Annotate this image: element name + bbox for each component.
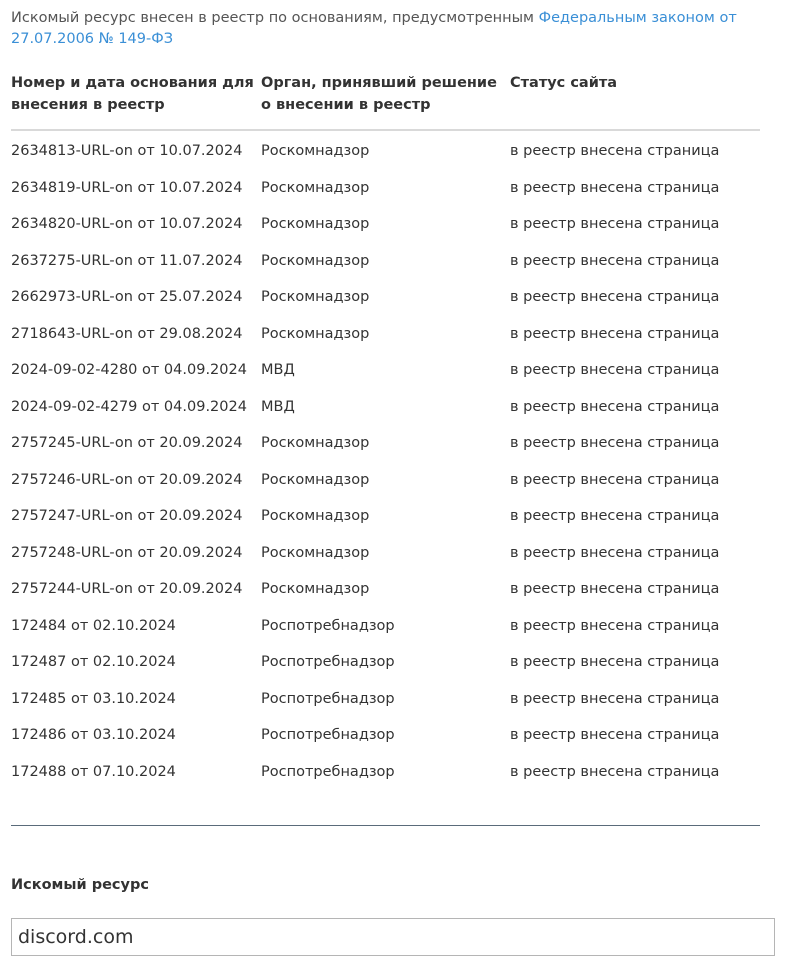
cell-status: в реестр внесена страница (510, 143, 720, 160)
cell-basis: 172485 от 03.10.2024 (11, 690, 176, 707)
resource-label: Искомый ресурс (11, 877, 149, 893)
table-row (11, 644, 760, 681)
cell-authority: Роспотребнадзор (261, 654, 395, 671)
cell-basis: 172486 от 03.10.2024 (11, 727, 176, 744)
cell-status: в реестр внесена страница (510, 398, 720, 415)
table-row (11, 535, 760, 572)
cell-basis: 172487 от 02.10.2024 (11, 654, 176, 671)
cell-status: в реестр внесена страница (510, 544, 720, 561)
column-header-basis: Номер и дата основания для внесения в реестр (11, 72, 261, 130)
cell-status: в реестр внесена страница (510, 435, 720, 452)
cell-status: в реестр внесена страница (510, 216, 720, 233)
cell-basis: 2634820-URL-on от 10.07.2024 (11, 216, 243, 233)
table-row (11, 352, 760, 389)
federal-law-link[interactable]: Федеральным законом от 27.07.2006 № 149-ФЗ (11, 10, 737, 47)
cell-status: в реестр внесена страница (510, 289, 720, 306)
cell-status: в реестр внесена страница (510, 763, 720, 780)
table-row (11, 571, 760, 608)
table-header-row (11, 72, 760, 130)
cell-status: в реестр внесена страница (510, 581, 720, 598)
registry-rows (11, 130, 760, 790)
cell-authority: Роскомнадзор (261, 508, 370, 525)
table-row (11, 389, 760, 426)
cell-status: в реестр внесена страница (510, 179, 720, 196)
cell-status: в реестр внесена страница (510, 654, 720, 671)
table-row (11, 462, 760, 499)
table-row (11, 498, 760, 535)
column-header-authority: Орган, принявший решение о внесении в реестр (261, 72, 510, 130)
table-row (11, 754, 760, 791)
section-divider (11, 825, 760, 826)
cell-basis: 172484 от 02.10.2024 (11, 617, 176, 634)
cell-basis: 2024-09-02-4279 от 04.09.2024 (11, 398, 247, 415)
table-row (11, 717, 760, 754)
cell-basis: 2757245-URL-on от 20.09.2024 (11, 435, 243, 452)
cell-basis: 2637275-URL-on от 11.07.2024 (11, 252, 243, 269)
cell-authority: Роскомнадзор (261, 471, 370, 488)
cell-authority: Роскомнадзор (261, 179, 370, 196)
cell-authority: Роспотребнадзор (261, 617, 395, 634)
cell-authority: Роскомнадзор (261, 289, 370, 306)
registry-table (11, 72, 760, 790)
cell-authority: Роскомнадзор (261, 544, 370, 561)
cell-basis: 2662973-URL-on от 25.07.2024 (11, 289, 243, 306)
table-row (11, 206, 760, 243)
cell-status: в реестр внесена страница (510, 362, 720, 379)
cell-authority: Роспотребнадзор (261, 690, 395, 707)
table-row (11, 316, 760, 353)
cell-authority: Роскомнадзор (261, 252, 370, 269)
cell-authority: Роспотребнадзор (261, 763, 395, 780)
cell-authority: Роскомнадзор (261, 216, 370, 233)
cell-status: в реестр внесена страница (510, 252, 720, 269)
cell-authority: Роспотребнадзор (261, 727, 395, 744)
table-row (11, 279, 760, 316)
cell-authority: МВД (261, 362, 295, 379)
cell-authority: Роскомнадзор (261, 435, 370, 452)
cell-status: в реестр внесена страница (510, 727, 720, 744)
cell-basis: 2757248-URL-on от 20.09.2024 (11, 544, 243, 561)
cell-basis: 2718643-URL-on от 29.08.2024 (11, 325, 243, 342)
cell-basis: 2757244-URL-on от 20.09.2024 (11, 581, 243, 598)
cell-authority: Роскомнадзор (261, 143, 370, 160)
table-row (11, 681, 760, 718)
intro-text: Искомый ресурс внесен в реестр по основаниям, предусмотренным (11, 10, 539, 26)
cell-authority: Роскомнадзор (261, 581, 370, 598)
cell-status: в реестр внесена страница (510, 508, 720, 525)
cell-basis: 2757247-URL-on от 20.09.2024 (11, 508, 243, 525)
cell-basis: 2634819-URL-on от 10.07.2024 (11, 179, 243, 196)
table-row (11, 130, 760, 170)
table-row (11, 608, 760, 645)
registry-intro (11, 8, 771, 50)
cell-authority: МВД (261, 398, 295, 415)
cell-status: в реестр внесена страница (510, 617, 720, 634)
table-row (11, 170, 760, 207)
cell-basis: 2024-09-02-4280 от 04.09.2024 (11, 362, 247, 379)
column-header-status: Статус сайта (510, 72, 760, 130)
cell-status: в реестр внесена страница (510, 690, 720, 707)
cell-basis: 2757246-URL-on от 20.09.2024 (11, 471, 243, 488)
cell-authority: Роскомнадзор (261, 325, 370, 342)
cell-basis: 2634813-URL-on от 10.07.2024 (11, 143, 243, 160)
cell-status: в реестр внесена страница (510, 325, 720, 342)
resource-input[interactable] (11, 918, 775, 956)
table-row (11, 243, 760, 280)
table-row (11, 425, 760, 462)
cell-status: в реестр внесена страница (510, 471, 720, 488)
cell-basis: 172488 от 07.10.2024 (11, 763, 176, 780)
